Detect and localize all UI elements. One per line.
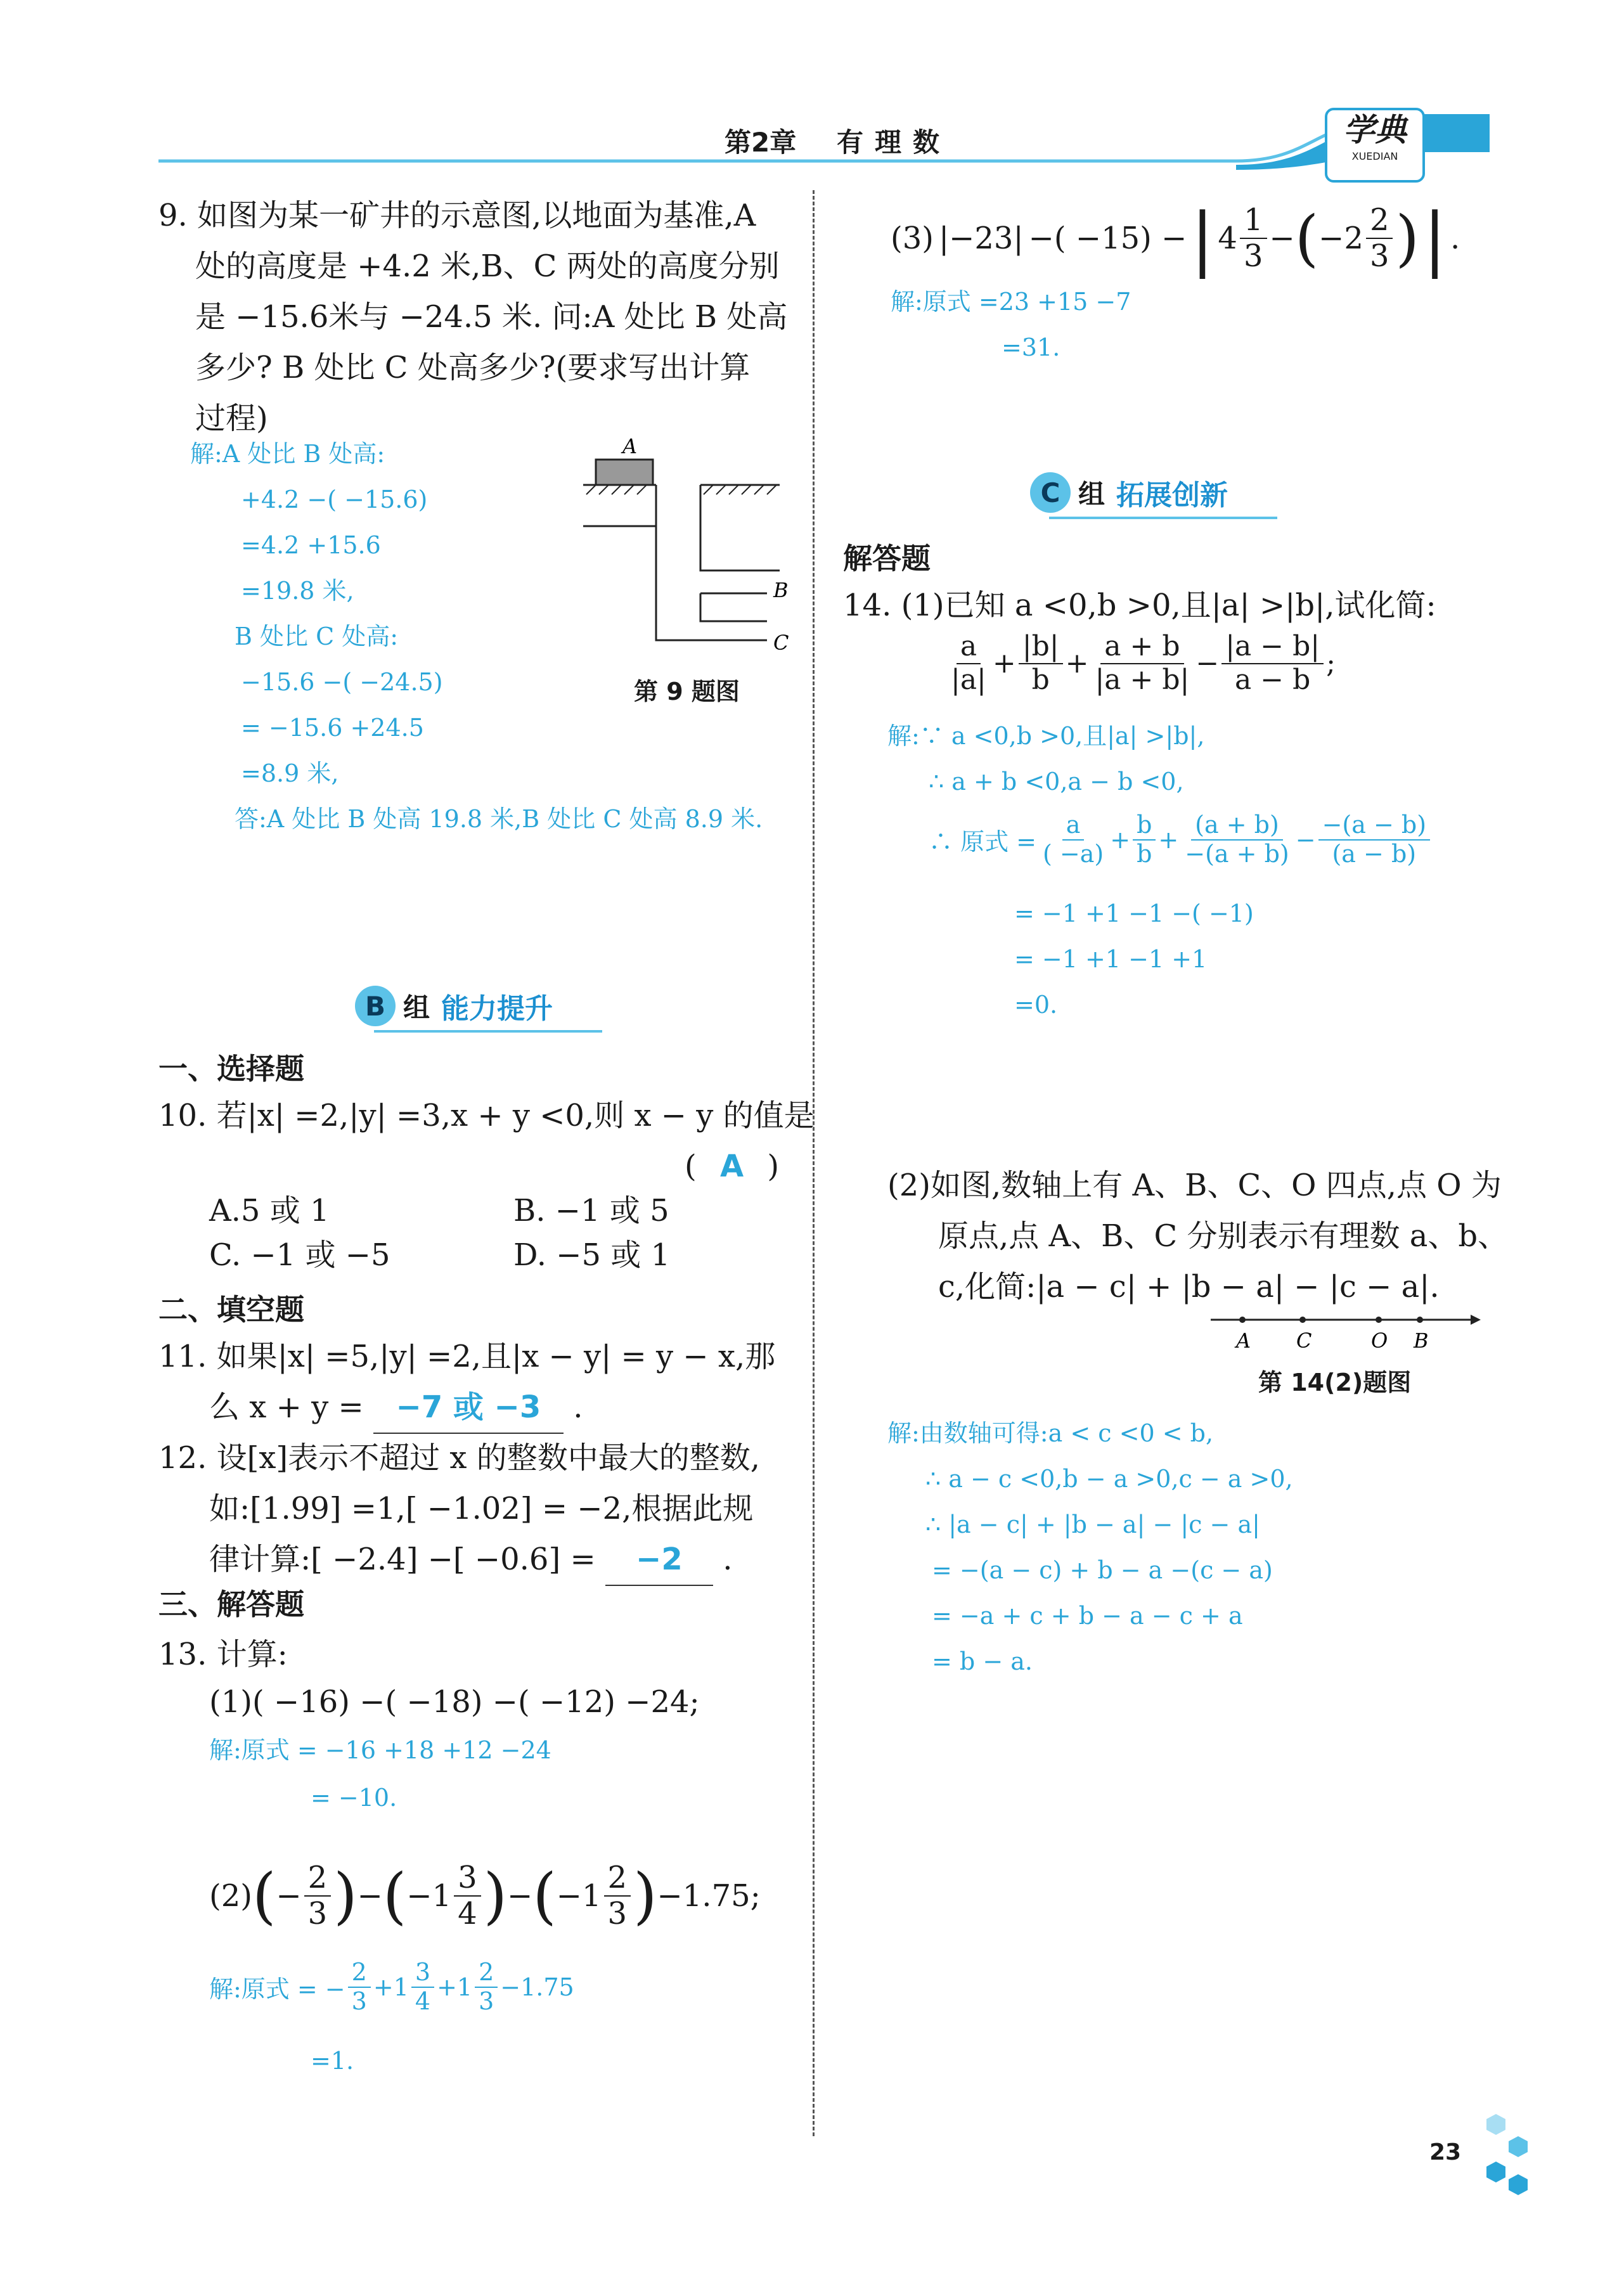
solution-line: =8.9 米, — [241, 759, 339, 787]
group-b-underline — [374, 1030, 602, 1033]
q14-p1-sol3: ∴ 原式 = $\frac{a}{( -a)}$ + $\frac{b}{b}$ + $\frac{(a + b)}{-(a + b)}$ − $\frac{-(a - b)}{(a - b)}$ — [929, 811, 1433, 868]
q14-p1-sol6: =0. — [1014, 991, 1058, 1019]
question-11: 11. 如果|x| =5,|y| =2,且|x − y| = y − x,那 么 x + y = −7 或 −3 . — [158, 1331, 775, 1434]
group-b-word: 组 — [403, 992, 430, 1023]
section-answer-c: 解答题 — [843, 541, 931, 576]
group-b-header — [355, 986, 553, 1026]
page-number: 23 — [1429, 2139, 1462, 2165]
solution-line: 答:A 处比 B 处高 19.8 米,B 处比 C 处高 8.9 米. — [235, 805, 763, 833]
solution-line: 解:A 处比 B 处高: — [190, 440, 385, 468]
q13-p2-expr: (2) ( − $\frac{2}{3}$ ) − ( − 1 $\frac{3}{4}$ ) − ( − 1 $\frac{2}{3}$ ) −1.75; — [209, 1860, 761, 1932]
q13-p2-sol1: 解:原式 = − $\frac{2}{3}$ + 1 $\frac{3}{4}$ + 1 $\frac{2}{3}$ −1.75 — [209, 1958, 574, 2015]
q13-p2-sol2: =1. — [311, 2047, 354, 2075]
q14-p1-sol1: 解:∵ a <0,b >0,且|a| >|b|, — [887, 722, 1205, 750]
q9-line: 9. 如图为某一矿井的示意图,以地面为基准,A — [158, 198, 756, 233]
solution-line: =4.2 +15.6 — [241, 531, 381, 559]
q10-stem: 10. 若|x| =2,|y| =3,x + y <0,则 x − y 的值是 — [158, 1098, 815, 1133]
q14-p2 — [887, 1160, 1508, 1312]
figure-label-b: B — [773, 578, 789, 602]
q12-line2: 如:[1.99] =1,[ −1.02] = −2,根据此规 — [209, 1491, 754, 1526]
q14-p2-solution — [887, 1410, 1293, 1684]
solution-line: = b − a. — [932, 1647, 1033, 1675]
group-b-badge: B — [355, 986, 396, 1026]
group-b-title: 能力提升 — [441, 993, 553, 1025]
axis-label-c: C — [1296, 1329, 1312, 1353]
solution-line: ∴ a − c <0,b − a >0,c − a >0, — [925, 1465, 1293, 1493]
solution-line: =19.8 米, — [241, 577, 354, 605]
figure-caption: 第 9 题图 — [634, 678, 740, 706]
figure-label-a: A — [622, 434, 638, 458]
figure-label-c: C — [773, 631, 789, 655]
q9-line: 是 −15.6米与 −24.5 米. 问:A 处比 B 处高 — [195, 299, 788, 335]
question-10: 10. 若|x| =2,|y| =3,x + y <0,则 x − y 的值是 ( A ) — [158, 1090, 815, 1192]
q10-option-c: C. −1 或 −5 — [209, 1237, 390, 1273]
section-fill: 二、填空题 — [158, 1292, 304, 1327]
q13-p1-sol1: 解:原式 = −16 +18 +12 −24 — [209, 1736, 551, 1764]
q11-line2: 么 x + y = — [209, 1389, 364, 1425]
q9-line: 过程) — [195, 401, 268, 436]
q13-title: 13. 计算: — [158, 1637, 288, 1672]
q10-option-b: B. −1 或 5 — [513, 1193, 669, 1228]
q14-p2-line: c,化简:|a − c| + |b − a| − |c − a|. — [938, 1269, 1440, 1305]
number-line-caption: 第 14(2)题图 — [1258, 1369, 1412, 1396]
solution-line: = −15.6 +24.5 — [241, 714, 424, 742]
q14-p1-expression: $\frac{a}{|a|}$ + $\frac{|b|}{b}$ + $\frac{a + b}{|a + b|}$ − $\frac{|a - b|}{a - b}$ ; — [951, 630, 1336, 696]
q10-option-a: A.5 或 1 — [209, 1193, 330, 1228]
group-c-title: 拓展创新 — [1116, 479, 1228, 512]
q13-p1-expr: (1)( −16) −( −18) −( −12) −24; — [209, 1684, 700, 1720]
q14-p1-sol5: = −1 +1 −1 +1 — [1014, 945, 1208, 973]
q14-p1-sol4: = −1 +1 −1 −( −1) — [1014, 899, 1254, 927]
q9-line: 多少? B 处比 C 处高多少?(要求写出计算 — [195, 350, 751, 385]
solution-line: = −a + c + b − a − c + a — [932, 1602, 1243, 1630]
q14-p2-line: (2)如图,数轴上有 A、B、C、O 四点,点 O 为 — [887, 1168, 1502, 1203]
question-12: 12. 设[x]表示不超过 x 的整数中最大的整数, 如:[1.99] =1,[ −1.02] = −2,根据此规 律计算:[ −2.4] −[ −0.6] = −2 . — [158, 1433, 760, 1586]
question-9 — [158, 190, 787, 444]
section-answer: 三、解答题 — [158, 1587, 304, 1621]
q14-p2-line: 原点,点 A、B、C 分别表示有理数 a、b、 — [938, 1218, 1509, 1254]
brand-logo: 学典 XUEDIAN — [1325, 108, 1425, 183]
q12-answer: −2 — [605, 1534, 713, 1586]
solution-line: +4.2 −( −15.6) — [241, 486, 428, 513]
solution-line: −15.6 −( −24.5) — [241, 668, 443, 696]
q13-p3-expr: (3) |−23| −( −15) − | 4 $\frac{1}{3}$ − ( − 2 $\frac{2}{3}$ ) | . — [891, 198, 1460, 280]
q10-answer: A — [719, 1149, 744, 1184]
chapter-number: 第2章 — [725, 127, 797, 158]
chapter-title: 有理数 — [837, 127, 951, 158]
q14-p1-sol2: ∴ a + b <0,a − b <0, — [929, 768, 1184, 796]
axis-label-b: B — [1414, 1329, 1429, 1353]
solution-line: B 处比 C 处高: — [235, 622, 399, 650]
q12-line3: 律计算:[ −2.4] −[ −0.6] = — [209, 1542, 596, 1577]
group-c-underline — [1049, 517, 1277, 519]
q12-line1: 12. 设[x]表示不超过 x 的整数中最大的整数, — [158, 1440, 760, 1476]
group-c-badge: C — [1030, 472, 1071, 513]
group-c-word: 组 — [1078, 479, 1105, 510]
q10-option-d: D. −5 或 1 — [513, 1237, 671, 1273]
q11-line1: 11. 如果|x| =5,|y| =2,且|x − y| = y − x,那 — [158, 1339, 776, 1374]
axis-label-o: O — [1371, 1329, 1388, 1353]
solution-line: ∴ |a − c| + |b − a| − |c − a| — [925, 1511, 1260, 1538]
q13-p3-sol1: 解:原式 =23 +15 −7 — [891, 288, 1131, 316]
hexagon-decoration — [1458, 2111, 1534, 2200]
q11-answer: −7 或 −3 — [373, 1382, 564, 1434]
axis-label-a: A — [1236, 1329, 1251, 1353]
solution-line: = −(a − c) + b − a −(c − a) — [932, 1556, 1273, 1584]
q13-p1-sol2: = −10. — [311, 1784, 397, 1812]
q14-p1-stem: 14. (1)已知 a <0,b >0,且|a| >|b|,试化简: — [843, 588, 1436, 623]
solution-line: 解:由数轴可得:a < c <0 < b, — [887, 1419, 1214, 1447]
section-choice: 一、选择题 — [158, 1052, 304, 1086]
mine-shaft-figure — [577, 431, 792, 659]
q9-line: 处的高度是 +4.2 米,B、C 两处的高度分别 — [195, 248, 780, 284]
q13-p3-sol2: =31. — [1002, 333, 1060, 361]
group-c-header — [1030, 472, 1228, 513]
number-line-figure — [1204, 1306, 1483, 1357]
header-swoosh — [158, 108, 1490, 171]
